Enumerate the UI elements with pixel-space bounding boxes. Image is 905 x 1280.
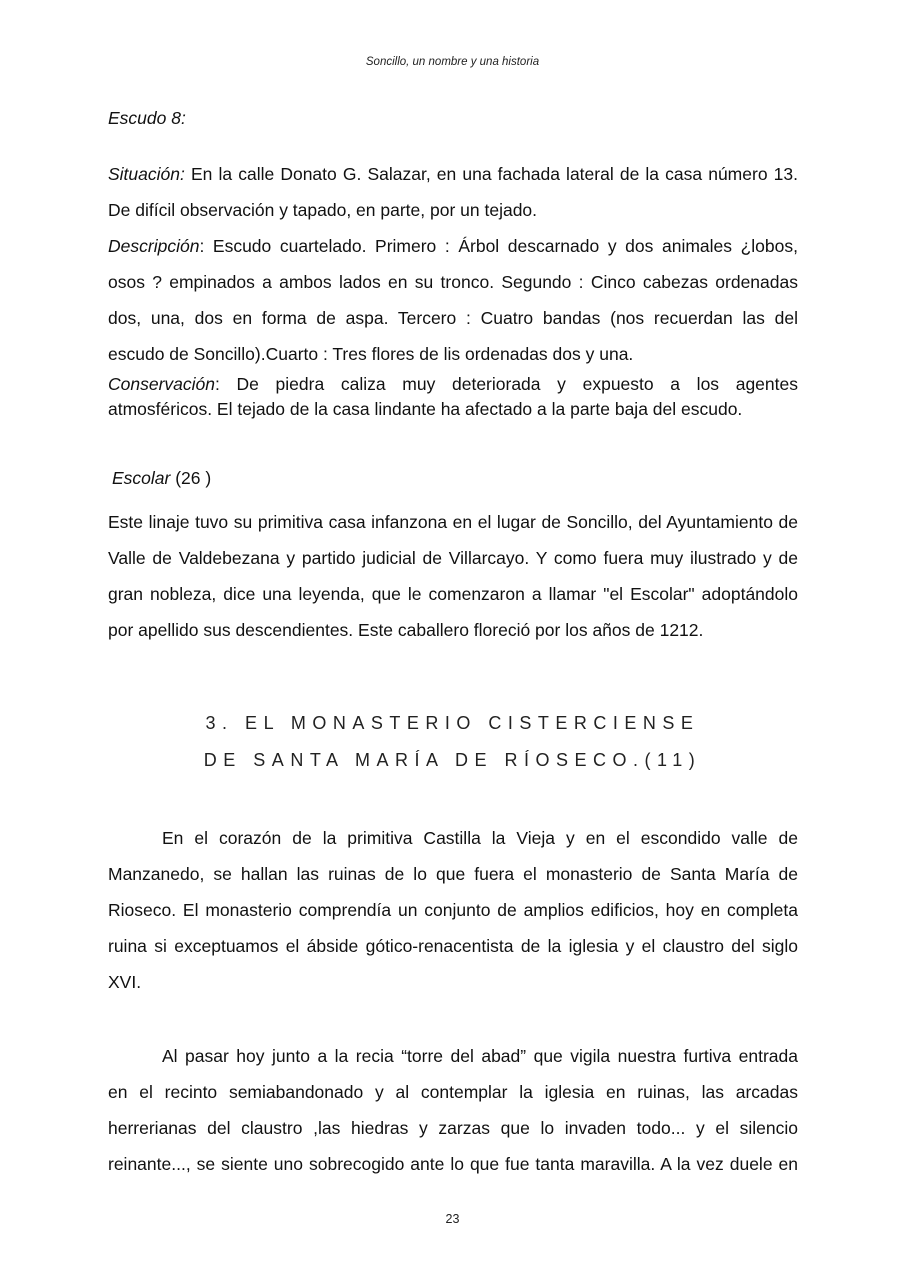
monasterio-paragraph-2	[108, 1038, 798, 1182]
monasterio-paragraph-1	[108, 820, 798, 1000]
chapter-title-line-2: DE SANTA MARÍA DE RÍOSECO.(11)	[203, 750, 702, 770]
p1-line-3: Rioseco. El monasterio comprendía un conjunto de amplios edificios, hoy en completa	[108, 900, 798, 920]
descripcion-line-3: dos, una, dos en forma de aspa. Tercero : Cuatro bandas (nos recuerdan las del	[108, 308, 798, 328]
escolar-line-4: por apellido sus descendientes. Este caballero floreció por los años de 1212.	[108, 620, 704, 640]
escolar-heading-ref: (26 )	[170, 468, 212, 488]
page-number: 23	[445, 1212, 460, 1226]
conservacion-line-2: atmosféricos. El tejado de la casa lindante ha afectado a la parte baja del escudo.	[108, 399, 743, 419]
escolar-heading	[112, 468, 802, 489]
descripcion-line-2: osos ? empinados a ambos lados en su tronco. Segundo : Cinco cabezas ordenadas	[108, 272, 798, 292]
p2-line-4: reinante..., se siente uno sobrecogido ante lo que fue tanta maravilla. A la vez duele en	[108, 1154, 798, 1174]
escolar-heading-name: Escolar	[112, 468, 171, 488]
situacion-line-2: De difícil observación y tapado, en parte, por un tejado.	[108, 200, 538, 220]
p1-line-4: ruina si exceptuamos el ábside gótico-renacentista de la iglesia y el claustro del siglo	[108, 936, 798, 956]
situacion-label: Situación:	[108, 164, 185, 184]
p1-line-5: XVI.	[108, 972, 142, 992]
descripcion-line-4: escudo de Soncillo).Cuarto : Tres flores de lis ordenadas dos y una.	[108, 344, 634, 364]
p1-line-1: En el corazón de la primitiva Castilla la Vieja y en el escondido valle de	[162, 828, 798, 848]
conservacion-line-1: Conservación: De piedra caliza muy deteriorada y expuesto a los agentes	[108, 374, 798, 394]
p2-line-2: en el recinto semiabandonado y al contemplar la iglesia en ruinas, las arcadas	[108, 1082, 798, 1102]
escolar-line-2: Valle de Valdebezana y partido judicial de Villarcayo. Y como fuera muy ilustrado y de	[108, 548, 798, 568]
p2-line-3: herrerianas del claustro ,las hiedras y zarzas que lo invaden todo... y el silencio	[108, 1118, 798, 1138]
escolar-line-1: Este linaje tuvo su primitiva casa infanzona en el lugar de Soncillo, del Ayuntamiento de	[108, 512, 798, 532]
situacion-line-1: Situación: En la calle Donato G. Salazar, en una fachada lateral de la casa número 13.	[108, 164, 798, 184]
running-header: Soncillo, un nombre y una historia	[365, 56, 540, 68]
conservacion-label: Conservación	[108, 374, 215, 394]
descripcion-line-1: Descripción: Escudo cuartelado. Primero : Árbol descarnado y dos animales ¿lobos,	[108, 236, 798, 256]
p1-line-2: Manzanedo, se hallan las ruinas de lo que fuera el monasterio de Santa María de	[108, 864, 798, 884]
p2-line-1: Al pasar hoy junto a la recia “torre del abad” que vigila nuestra furtiva entrada	[162, 1046, 798, 1066]
escolar-line-3: gran nobleza, dice una leyenda, que le comenzaron a llamar "el Escolar" adoptándolo	[108, 584, 798, 604]
descripcion-label: Descripción	[108, 236, 200, 256]
escolar-paragraph	[108, 504, 798, 648]
chapter-title-line-1: 3. EL MONASTERIO CISTERCIENSE	[205, 713, 700, 733]
situacion-paragraph	[108, 156, 798, 228]
conservacion-paragraph	[108, 372, 798, 422]
escudo-heading: Escudo 8:	[108, 108, 186, 128]
descripcion-paragraph	[108, 228, 798, 372]
